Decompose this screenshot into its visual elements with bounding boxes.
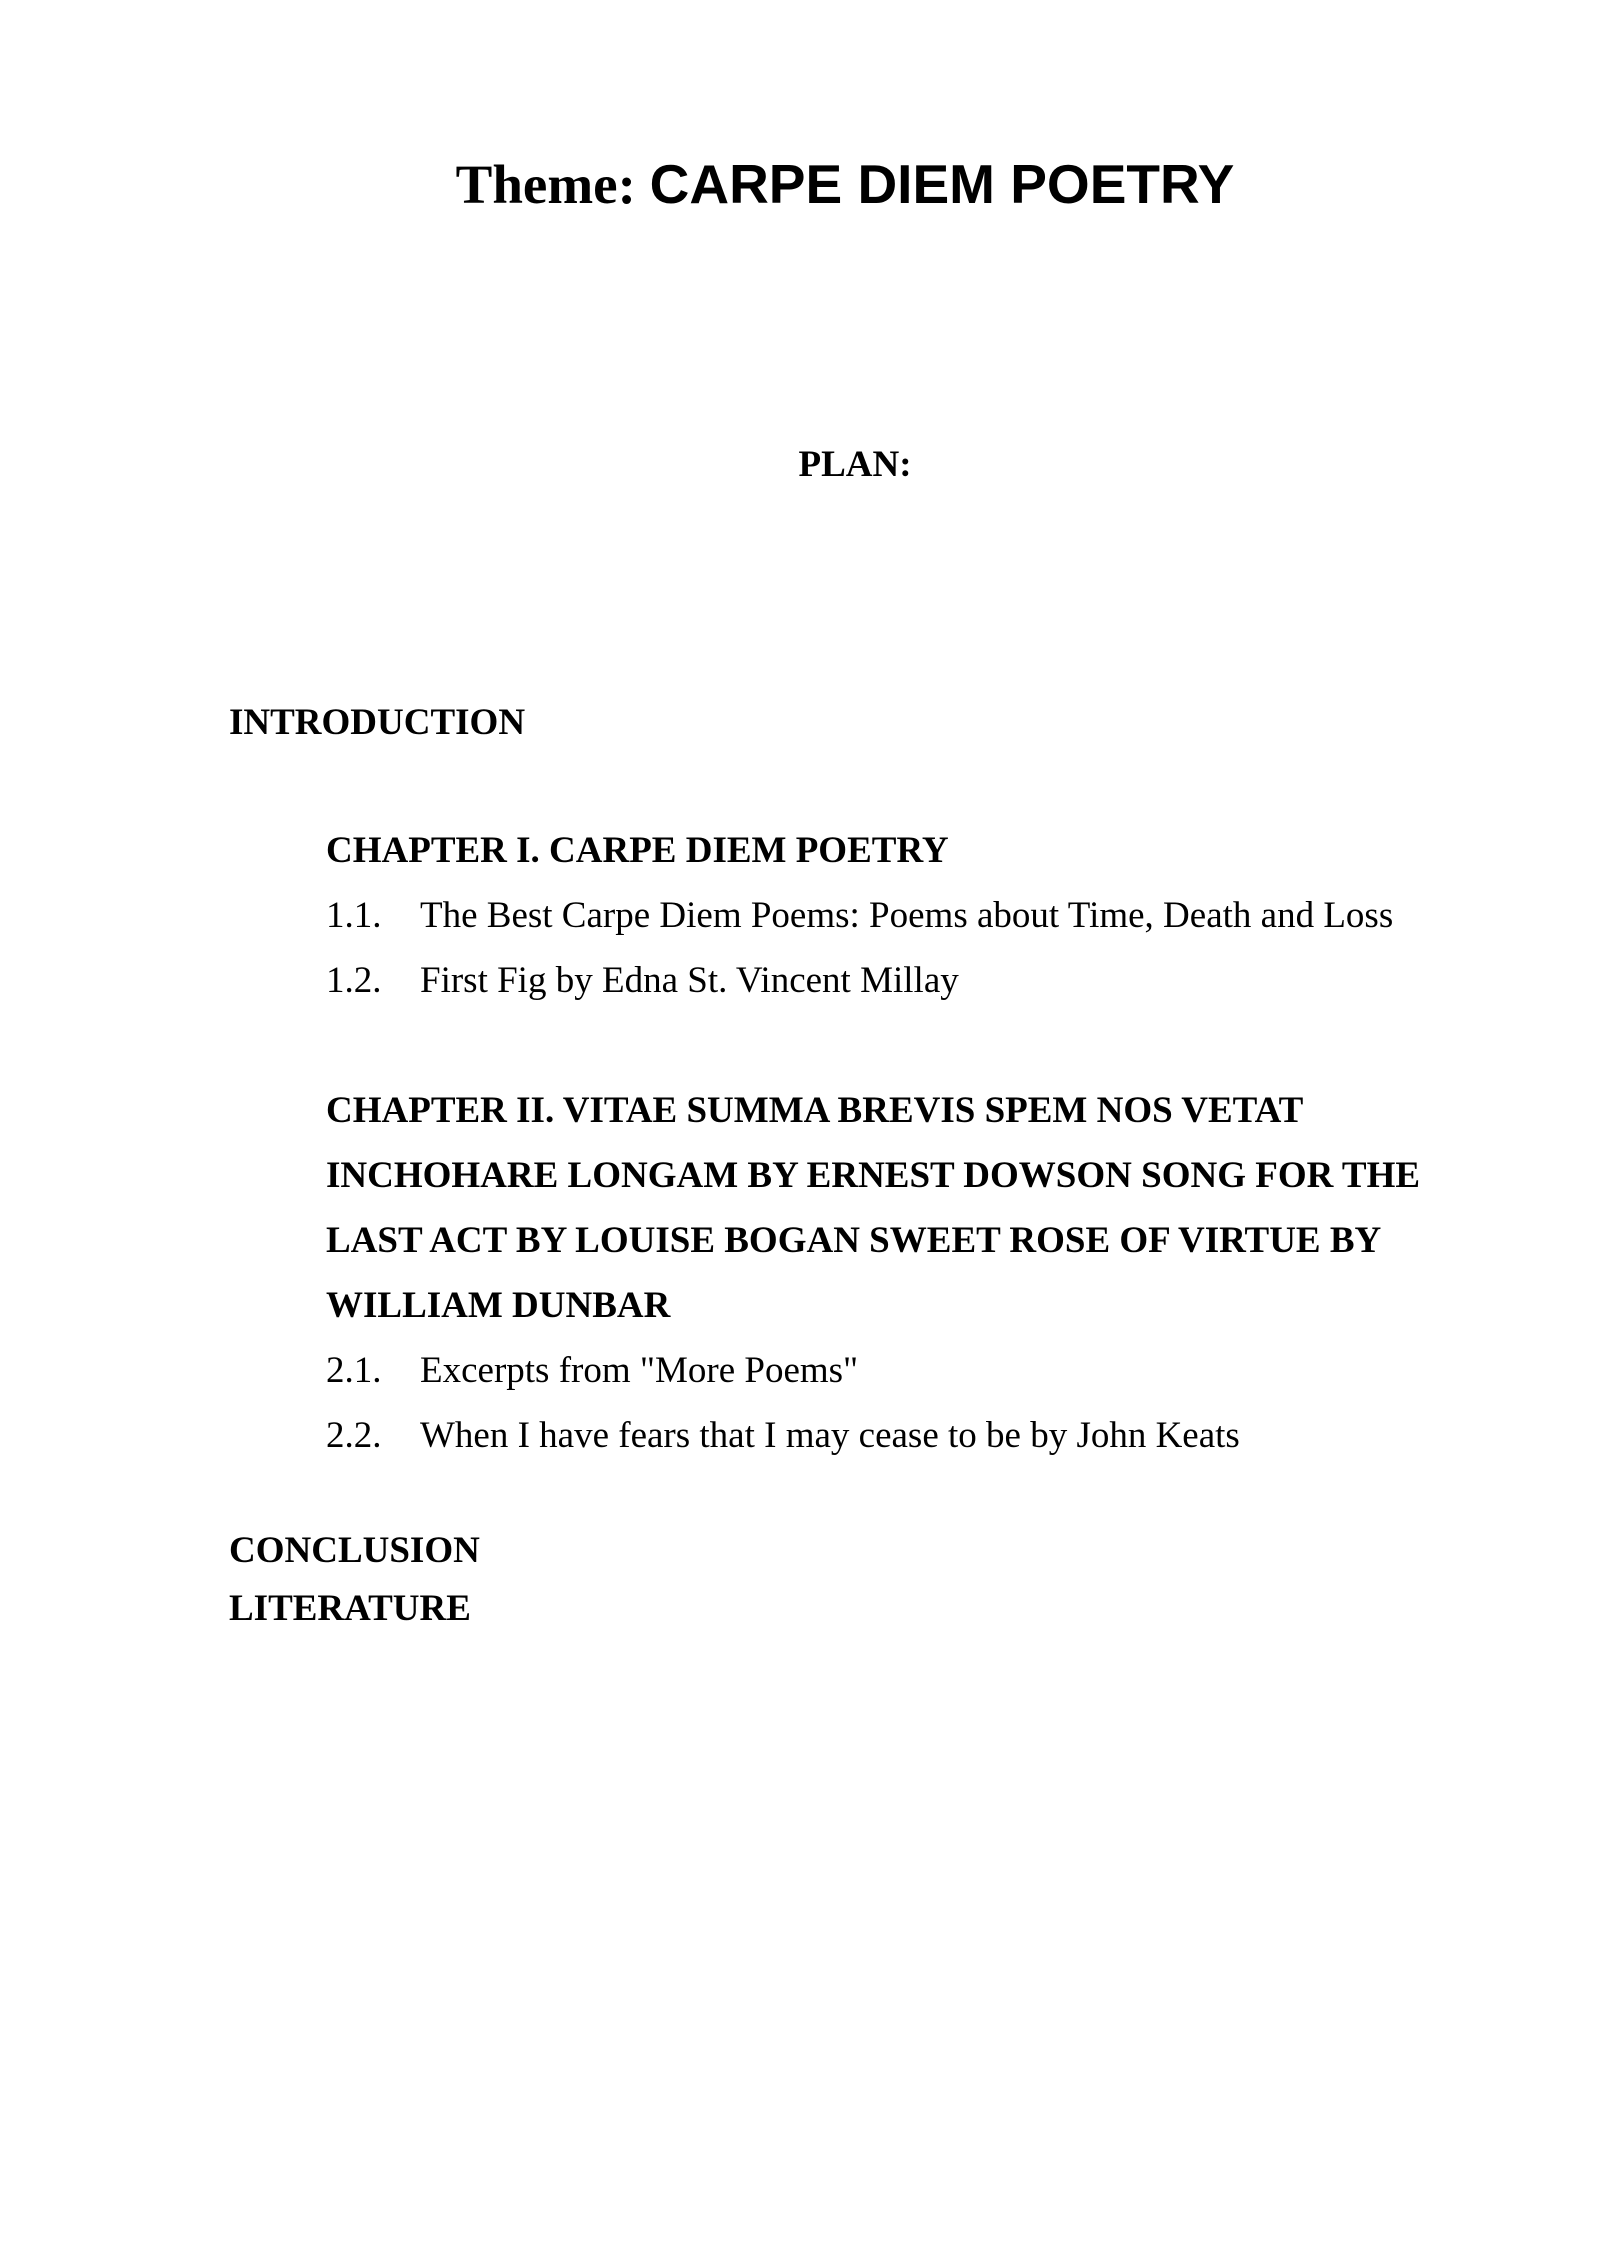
list-item-number: 1.2. <box>326 960 382 1001</box>
conclusion-heading: CONCLUSION <box>229 1530 480 1571</box>
list-item-text: First Fig by Edna St. Vincent Millay <box>420 960 959 1001</box>
list-item-text: Excerpts from "More Poems" <box>420 1350 859 1391</box>
introduction-heading: INTRODUCTION <box>229 702 526 743</box>
list-item <box>326 1403 1476 1468</box>
title-prefix: Theme: <box>455 154 650 215</box>
list-item-number: 1.1. <box>326 895 382 936</box>
list-item <box>326 1338 1476 1403</box>
plan-heading: PLAN: <box>798 444 912 485</box>
chapter-2 <box>326 1078 1476 1468</box>
chapter-2-title: CHAPTER II. VITAE SUMMA BREVIS SPEM NOS VETAT INCHOHARE LONGAM BY ERNEST DOWSON SONG FOR THE LAST ACT BY LOUISE BOGAN SWEET ROSE OF VIRTUE BY WILLIAM DUNBAR <box>326 1090 1421 1326</box>
list-item-text: The Best Carpe Diem Poems: Poems about Time, Death and Loss <box>420 895 1394 936</box>
title-main: CARPE DIEM POETRY <box>649 153 1235 215</box>
list-item <box>326 948 1476 1013</box>
chapter-1-title: CHAPTER I. CARPE DIEM POETRY <box>326 830 949 871</box>
list-item-number: 2.1. <box>326 1350 382 1391</box>
list-item-text: When I have fears that I may cease to be by John Keats <box>420 1415 1240 1456</box>
list-item <box>326 883 1476 948</box>
chapter-1 <box>326 818 1476 1013</box>
document-title <box>0 148 1600 221</box>
list-item-number: 2.2. <box>326 1415 382 1456</box>
literature-heading: LITERATURE <box>229 1588 471 1629</box>
